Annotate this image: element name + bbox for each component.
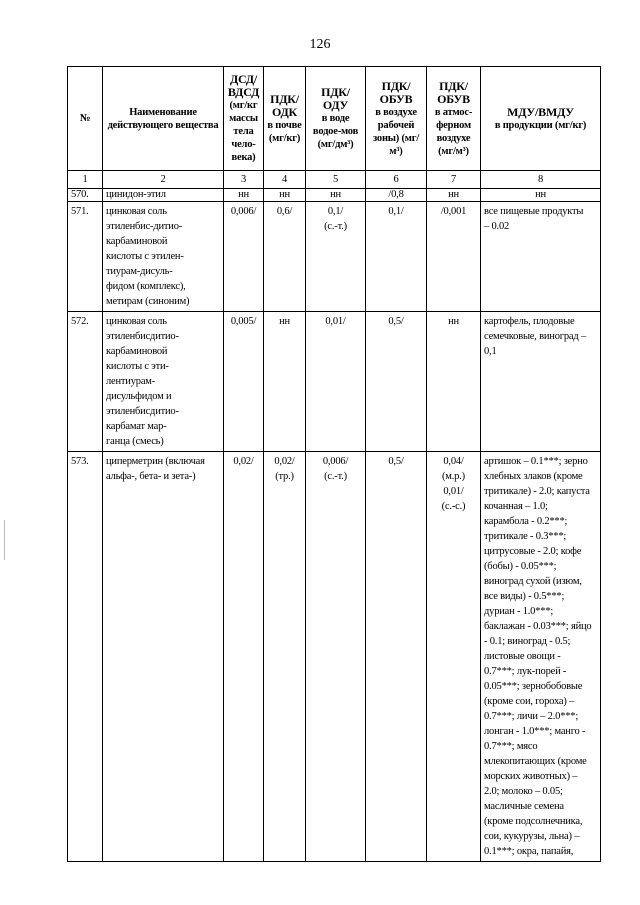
pdk-odu-value: 0,006/ (с.-т.) xyxy=(306,452,366,862)
substances-table xyxy=(67,66,601,862)
row-number: 570. xyxy=(68,189,103,202)
column-number: 8 xyxy=(481,171,601,189)
header-dsd xyxy=(224,67,264,171)
header-num: № xyxy=(68,67,103,171)
pdk-odk-value: 0,6/ xyxy=(264,202,306,312)
pdk-obuv-atm-value: нн xyxy=(427,312,481,452)
header-pdk-odu-title: ПДК/ ОДУ xyxy=(321,85,350,112)
table-row xyxy=(68,312,601,452)
header-mdu-title: МДУ/ВМДУ xyxy=(507,104,574,119)
table-row xyxy=(68,452,601,862)
row-number: 571. xyxy=(68,202,103,312)
pdk-odk-value: 0,02/ (тр.) xyxy=(264,452,306,862)
header-pdk-obuv-work xyxy=(366,67,427,171)
header-pdk-odk-sub: в почве (мг/кг) xyxy=(267,119,302,144)
column-number: 2 xyxy=(103,171,224,189)
table-row xyxy=(68,202,601,312)
dsd-value: 0,005/ xyxy=(224,312,264,452)
header-row xyxy=(68,67,601,171)
substance-name: цинковая соль этиленбис-дитио- карбаминовой кислоты с этилен- тиурам-дисуль- фидом (комплекс), метирам (синоним) xyxy=(103,202,224,312)
header-pdk-obuv-atm-title: ПДК/ ОБУВ xyxy=(437,78,470,106)
header-pdk-obuv-work-sub: в воздухе рабочей зоны) (мг/м³) xyxy=(372,106,420,157)
header-pdk-odk-title: ПДК/ ОДК xyxy=(270,91,299,119)
row-number: 572. xyxy=(68,312,103,452)
pdk-obuv-work-value: 0,1/ xyxy=(366,202,427,312)
dsd-value: нн xyxy=(224,189,264,202)
column-number: 5 xyxy=(306,171,366,189)
pdk-obuv-atm-value: нн xyxy=(427,189,481,202)
header-pdk-odu xyxy=(306,67,366,171)
header-mdu-sub: в продукции (мг/кг) xyxy=(494,119,587,131)
column-number: 1 xyxy=(68,171,103,189)
dsd-value: 0,02/ xyxy=(224,452,264,862)
header-pdk-obuv-atm xyxy=(427,67,481,171)
pdk-odk-value: нн xyxy=(264,312,306,452)
substance-name: цинидон-этил xyxy=(103,189,224,202)
header-pdk-odk xyxy=(264,67,306,171)
pdk-odk-value: нн xyxy=(264,189,306,202)
mdu-value: артишок – 0.1***; зерно хлебных злаков (кроме тритикале) - 2.0; капуста кочанная – 1.0; карамбола - 0.2***; тритикале - 0.3***; цитрусовые - 2.0; кофе (бобы) - 0.05***; виноград сухой (изюм, все виды) - 0.5***; дуриан - 1.0***; баклажан - 0.03***; яйцо - 0.1; виноград - 0.5; листовые овощи - 0.7***; лук-порей - 0.05***; зернобобовые (кроме сои, гороха) – 0.7***; личи – 2.0***; лонган - 1.0***; манго - 0.7***; мясо млекопитающих (кроме морских животных) – 2.0; молоко – 0.05; масличные семена (кроме подсолнечника, сои, кукурузы, льна) – 0.1***; окра, папайя, xyxy=(481,452,601,862)
column-number: 6 xyxy=(366,171,427,189)
mdu-value: картофель, плодовые семечковые, виноград – 0,1 xyxy=(481,312,601,452)
header-pdk-obuv-atm-sub: в атмос-ферном воздухе (мг/м³) xyxy=(434,106,473,157)
substance-name: циперметрин (включая альфа-, бета- и зета-) xyxy=(103,452,224,862)
mdu-value: все пищевые продукты – 0.02 xyxy=(481,202,601,312)
pdk-obuv-work-value: /0,8 xyxy=(366,189,427,202)
substance-name: цинковая соль этиленбисдитио- карбаминовой кислоты с эти- лентиурам- дисульфидом и этиленбисдитио- карбамат мар- ганца (смесь) xyxy=(103,312,224,452)
pdk-odu-value: нн xyxy=(306,189,366,202)
page-number: 126 xyxy=(309,37,331,52)
header-dsd-title: ДСД/ ВДСД xyxy=(227,72,260,99)
header-dsd-sub: (мг/кг массы тела чело-века) xyxy=(229,100,258,163)
column-number: 4 xyxy=(264,171,306,189)
pdk-obuv-work-value: 0,5/ xyxy=(366,312,427,452)
pdk-obuv-work-value: 0,5/ xyxy=(366,452,427,862)
header-name: Наименование действующего вещества xyxy=(103,67,224,171)
mdu-value: нн xyxy=(481,189,601,202)
scan-edge-mark xyxy=(4,520,5,560)
column-number: 7 xyxy=(427,171,481,189)
column-number: 3 xyxy=(224,171,264,189)
table-row xyxy=(68,189,601,202)
row-number: 573. xyxy=(68,452,103,862)
header-mdu xyxy=(481,67,601,171)
header-pdk-obuv-work-title: ПДК/ ОБУВ xyxy=(379,78,413,106)
pdk-obuv-atm-value: 0,04/ (м.р.) 0,01/ (с.-с.) xyxy=(427,452,481,862)
header-pdk-odu-sub: в воде водое-мов (мг/дм³) xyxy=(312,113,359,150)
pdk-odu-value: 0,1/ (с.-т.) xyxy=(306,202,366,312)
pdk-odu-value: 0,01/ xyxy=(306,312,366,452)
column-number-row xyxy=(68,171,601,189)
pdk-obuv-atm-value: /0,001 xyxy=(427,202,481,312)
dsd-value: 0,006/ xyxy=(224,202,264,312)
